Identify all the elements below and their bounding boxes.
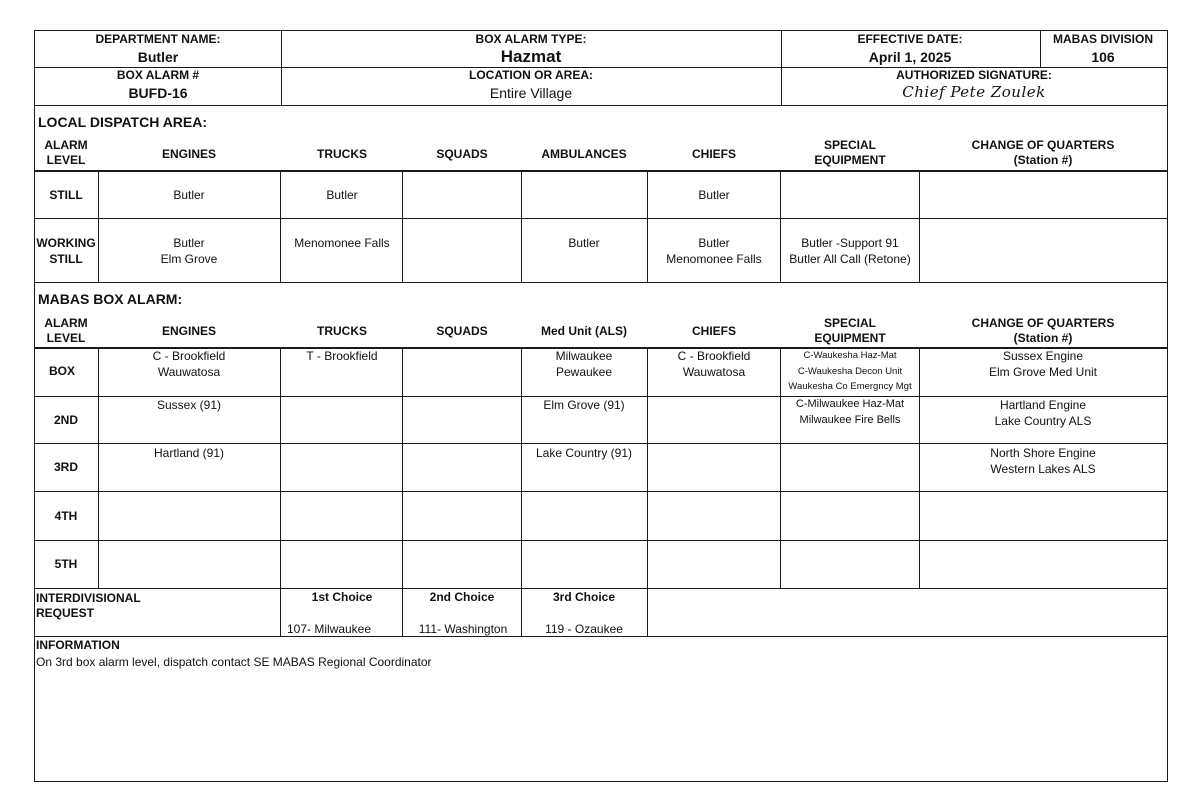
local-col-alarm-level: ALARM LEVEL: [44, 138, 88, 167]
local-col-special-equipment: SPECIAL EQUIPMENT: [814, 138, 886, 167]
local-header-rule: [34, 170, 1168, 172]
local-row-divider: [34, 218, 1168, 219]
mabas-col-line-7: [919, 348, 920, 589]
location-label: LOCATION OR AREA:: [469, 68, 593, 82]
dept-label: DEPARTMENT NAME:: [95, 32, 221, 46]
still-chiefs: Butler: [698, 188, 730, 202]
box-change-of-quarters: Sussex Engine Elm Grove Med Unit: [988, 349, 1098, 379]
mabas-division-value: 106: [1091, 49, 1115, 65]
information-label: INFORMATION: [36, 638, 120, 652]
box-alarm-number-value: BUFD-16: [128, 85, 188, 101]
local-col-line-3: [402, 171, 403, 283]
mabas-row-line-2: [34, 443, 1168, 444]
mabas-row-line-4: [34, 540, 1168, 541]
box-special-equipment: C-Waukesha Haz-Mat C-Waukesha Decon Unit Waukesha Co Emergncy Mgt: [788, 350, 912, 392]
local-col-squads: SQUADS: [436, 147, 488, 161]
header-col-1: [281, 30, 282, 105]
header-col-3: [1040, 30, 1041, 67]
local-col-line-6: [780, 171, 781, 283]
mabas-col-line-3: [402, 348, 403, 636]
mabas-row-line-3: [34, 491, 1168, 492]
signature-label: AUTHORIZED SIGNATURE:: [896, 68, 1052, 82]
authorized-signature: Chief Pete Zoulek: [902, 83, 1046, 101]
still-engines: Butler: [173, 188, 205, 202]
local-col-line-7: [919, 171, 920, 283]
mabas-col-trucks: TRUCKS: [317, 324, 367, 338]
local-col-line-2: [280, 171, 281, 283]
local-col-chiefs: CHIEFS: [691, 147, 737, 161]
first-choice-value: 107- Milwaukee: [286, 622, 372, 636]
local-col-ambulances: AMBULANCES: [541, 147, 627, 161]
working-special-equipment: Butler -Support 91 Butler All Call (Retone): [789, 236, 911, 266]
mabas-col-line-1: [98, 348, 99, 589]
third-choice-label: 3rd Choice: [552, 590, 616, 604]
mabas-col-line-6: [780, 348, 781, 589]
working-ambulances: Butler: [568, 236, 600, 250]
mabas-col-line-4: [521, 348, 522, 636]
local-col-change-of-quarters: CHANGE OF QUARTERS (Station #): [971, 138, 1115, 167]
box-alarm-number-label: BOX ALARM #: [116, 68, 200, 82]
mabas-row-line-1: [34, 396, 1168, 397]
mabas-division-label: MABAS DIVISION: [1052, 32, 1154, 46]
mabas-col-change-of-quarters: CHANGE OF QUARTERS (Station #): [971, 316, 1115, 345]
third-med-unit: Lake Country (91): [535, 446, 633, 460]
box-med-unit: Milwaukee Pewaukee: [555, 349, 613, 379]
mabas-section-bottom: [34, 588, 1168, 589]
header-bottom: [34, 105, 1168, 106]
fifth-level: 5TH: [54, 557, 78, 571]
mabas-col-med-unit: Med Unit (ALS): [541, 324, 627, 338]
mabas-col-line-2: [280, 348, 281, 636]
box-trucks: T - Brookfield: [306, 349, 378, 363]
local-section-bottom: [34, 282, 1168, 283]
fourth-level: 4TH: [54, 509, 78, 523]
second-special-equipment: C-Milwaukee Haz-Mat Milwaukee Fire Bells: [795, 398, 905, 426]
local-col-trucks: TRUCKS: [317, 147, 367, 161]
box-chiefs: C - Brookfield Wauwatosa: [677, 349, 751, 379]
working-still-level: WORKING STILL: [36, 236, 96, 266]
working-trucks: Menomonee Falls: [294, 236, 390, 250]
frame-left: [34, 30, 35, 782]
working-engines: Butler Elm Grove: [160, 236, 218, 266]
effective-date-value: April 1, 2025: [868, 49, 952, 65]
dept-value: Butler: [137, 49, 179, 65]
mabas-col-chiefs: CHIEFS: [691, 324, 737, 338]
frame-top: [34, 30, 1168, 31]
mabas-col-special-equipment: SPECIAL EQUIPMENT: [814, 316, 886, 345]
first-choice-label: 1st Choice: [311, 590, 373, 604]
third-change-of-quarters: North Shore Engine Western Lakes ALS: [990, 446, 1096, 476]
mabas-col-engines: ENGINES: [161, 324, 217, 338]
local-col-line-5: [647, 171, 648, 283]
information-text: On 3rd box alarm level, dispatch contact SE MABAS Regional Coordinator: [36, 655, 432, 669]
second-level: 2ND: [53, 413, 79, 427]
alarm-type-label: BOX ALARM TYPE:: [475, 32, 587, 46]
local-dispatch-title: LOCAL DISPATCH AREA:: [38, 114, 208, 130]
still-level: STILL: [49, 188, 83, 202]
working-chiefs: Butler Menomonee Falls: [666, 236, 762, 266]
local-col-line-1: [98, 171, 99, 283]
alarm-type-value: Hazmat: [500, 47, 562, 66]
effective-date-label: EFFECTIVE DATE:: [857, 32, 963, 46]
mabas-col-squads: SQUADS: [436, 324, 488, 338]
second-engines: Sussex (91): [156, 398, 222, 412]
local-col-engines: ENGINES: [161, 147, 217, 161]
frame-bottom: [34, 781, 1168, 782]
interdivisional-label: INTERDIVISIONAL REQUEST: [36, 591, 141, 620]
local-col-line-4: [521, 171, 522, 283]
second-med-unit: Elm Grove (91): [543, 398, 625, 412]
still-trucks: Butler: [326, 188, 358, 202]
second-choice-label: 2nd Choice: [429, 590, 495, 604]
mabas-box-alarm-title: MABAS BOX ALARM:: [38, 291, 183, 307]
location-value: Entire Village: [489, 85, 573, 101]
mabas-col-line-5: [647, 348, 648, 636]
second-choice-value: 111- Washington: [418, 622, 508, 636]
box-engines: C - Brookfield Wauwatosa: [152, 349, 226, 379]
third-level: 3RD: [53, 460, 79, 474]
header-col-2: [781, 30, 782, 105]
second-change-of-quarters: Hartland Engine Lake Country ALS: [994, 398, 1092, 428]
third-engines: Hartland (91): [153, 446, 225, 460]
box-level: BOX: [48, 364, 76, 378]
interdivisional-bottom: [34, 636, 1168, 637]
third-choice-value: 119 - Ozaukee: [545, 622, 623, 636]
mabas-col-alarm-level: ALARM LEVEL: [44, 316, 88, 345]
frame-right: [1167, 30, 1168, 782]
